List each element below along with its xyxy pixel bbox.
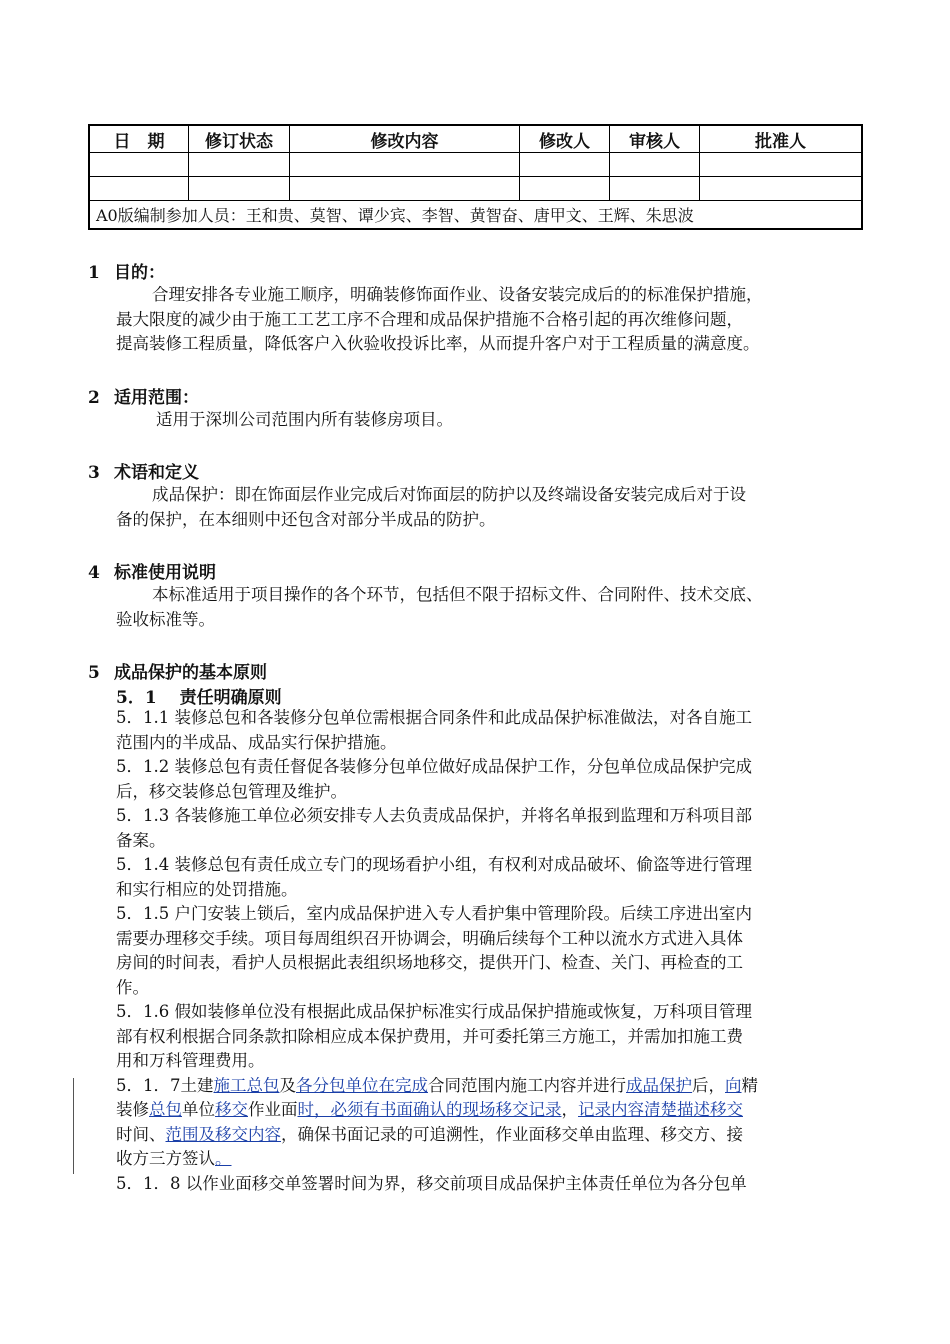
text-line: 提高装修工程质量，降低客户入伙验收投诉比率，从而提升客户对于工程质量的满意度。 [116, 334, 760, 353]
table-row [89, 201, 862, 230]
table-cell [520, 177, 610, 201]
header-revision-status: 修订状态 [189, 125, 290, 153]
text-run: ，确保书面记录的可追溯性，作业面移交单由监理、移交方、接 [281, 1124, 743, 1144]
section-number: 3 [88, 463, 100, 483]
text-run: 合同范围内施工内容并进行 [428, 1075, 626, 1095]
tracked-change-link[interactable]: 总包 [149, 1100, 182, 1119]
tracked-change-link[interactable]: 时，必须有书面确认的现场移交记录 [297, 1100, 562, 1119]
text-line: 作。 [116, 977, 149, 997]
section-5-body [116, 706, 861, 1196]
section-1-body [116, 283, 861, 357]
text-line-517-4 [116, 1147, 861, 1172]
text-line: 5．1.2 装修总包有责任督促各装修分包单位做好成品保护工作，分包单位成品保护完成 [116, 757, 752, 776]
text-line: 验收标准等。 [116, 609, 215, 629]
text-run: 及 [279, 1075, 296, 1095]
table-cell [290, 177, 520, 201]
table-cell [520, 153, 610, 177]
header-date: 日 期 [89, 125, 189, 153]
table-cell [189, 177, 290, 201]
revision-table [88, 124, 863, 230]
tracked-change-link[interactable]: 。 [215, 1149, 232, 1168]
section-title: 标准使用说明 [114, 563, 216, 583]
table-cell [290, 153, 520, 177]
text-line-517-3 [116, 1123, 861, 1148]
text-line: 成品保护：即在饰面层作业完成后对饰面层的防护以及终端设备安装完成后对于设 [152, 485, 746, 504]
text-line: 合理安排各专业施工顺序，明确装修饰面作业、设备安装完成后的的标准保护措施， [152, 285, 763, 304]
text-line: 适用于深圳公司范围内所有装修房项目。 [156, 410, 453, 429]
tracked-change-link[interactable]: 范围及移交内容 [165, 1124, 281, 1144]
text-line: 用和万科管理费用。 [116, 1051, 265, 1070]
section-title: 适用范围： [114, 388, 199, 408]
text-line: 5．1.4 装修总包有责任成立专门的现场看护小组，有权利对成品破坏、偷盗等进行管理 [116, 855, 752, 874]
text-line: 备的保护，在本细则中还包含对部分半成品的防护。 [116, 509, 496, 529]
table-cell [700, 177, 863, 201]
revision-change-bar [73, 1078, 74, 1174]
text-line: 5．1.5 户门安装上锁后，室内成品保护进入专人看护集中管理阶段。后续工序进出室内 [116, 904, 752, 923]
text-run: ， [561, 1100, 578, 1119]
tracked-change-link[interactable]: 各分包单位在完成 [296, 1075, 428, 1095]
section-1-heading [88, 258, 165, 283]
header-approver: 批准人 [700, 125, 863, 153]
text-line: 5．1.6 假如装修单位没有根据此成品保护标准实行成品保护措施或恢复，万科项目管理 [116, 1002, 752, 1021]
tracked-change-link[interactable]: 向 [725, 1075, 742, 1095]
tracked-change-link[interactable]: 施工总包 [213, 1075, 280, 1095]
text-line: 和实行相应的处罚措施。 [116, 879, 298, 899]
table-row [89, 153, 862, 177]
section-2-body [116, 408, 861, 433]
table-cell [610, 177, 700, 201]
text-line: 本标准适用于项目操作的各个环节，包括但不限于招标文件、合同附件、技术交底、 [152, 585, 763, 604]
text-line: 房间的时间表，看护人员根据此表组织场地移交，提供开门、检查、关门、再检查的工 [116, 953, 743, 972]
tracked-change-link[interactable]: 成品保护 [626, 1075, 692, 1095]
text-run: 作业面 [248, 1100, 298, 1119]
tracked-change-link[interactable]: 记录内容清楚描述移交 [578, 1100, 743, 1119]
section-3-body [116, 483, 861, 532]
text-line: 部有权利根据合同条款扣除相应成本保护费用，并可委托第三方施工，并需加扣施工费 [116, 1026, 743, 1046]
revision-table-header [89, 125, 862, 153]
text-line: 备案。 [116, 830, 166, 850]
table-cell [610, 153, 700, 177]
text-run: 收方三方签认 [116, 1149, 215, 1168]
text-line: 后，移交装修总包管理及维护。 [116, 781, 347, 801]
subsection-5-1-heading: 5．1 责任明确原则 [116, 688, 282, 708]
header-modifier: 修改人 [520, 125, 610, 153]
section-number: 4 [88, 563, 100, 583]
text-line: 5．1.3 各装修施工单位必须安排专人去负责成品保护，并将名单报到监理和万科项目部 [116, 806, 752, 825]
text-line-517-2 [116, 1098, 861, 1123]
section-number: 1 [88, 263, 100, 283]
section-title: 成品保护的基本原则 [114, 663, 267, 683]
text-run: 精 [741, 1075, 758, 1095]
text-line: 5．1.1 装修总包和各装修分包单位需根据合同条件和此成品保护标准做法，对各自施工 [116, 708, 752, 727]
table-row [89, 177, 862, 201]
text-run: 单位 [182, 1100, 215, 1119]
text-line: 5．1．8 以作业面移交单签署时间为界，移交前项目成品保护主体责任单位为各分包单 [116, 1173, 747, 1193]
section-title: 目的： [114, 263, 165, 283]
header-change-content: 修改内容 [290, 125, 520, 153]
section-4-body [116, 583, 861, 632]
table-cell [89, 177, 189, 201]
text-line: 范围内的半成品、成品实行保护措施。 [116, 732, 397, 752]
text-run: 5．1．7土建 [116, 1075, 214, 1095]
tracked-change-link[interactable]: 移交 [215, 1100, 248, 1119]
editors-line: A0版编制参加人员：王和贵、莫智、谭少宾、李智、黄智奋、唐甲文、王辉、朱思波 [89, 201, 862, 230]
text-line: 需要办理移交手续。项目每周组织召开协调会，明确后续每个工种以流水方式进入具体 [116, 928, 743, 948]
table-cell [700, 153, 863, 177]
section-2-heading [88, 383, 199, 408]
text-line-517-1 [116, 1074, 861, 1099]
table-cell [89, 153, 189, 177]
section-title: 术语和定义 [114, 463, 199, 483]
text-run: 时间、 [116, 1124, 166, 1144]
section-number: 5 [88, 663, 100, 683]
table-cell [189, 153, 290, 177]
header-reviewer: 审核人 [610, 125, 700, 153]
text-run: 装修 [116, 1100, 149, 1119]
section-number: 2 [88, 388, 100, 408]
text-line: 最大限度的减少由于施工工艺工序不合理和成品保护措施不合格引起的再次维修问题， [116, 309, 743, 329]
section-3-heading [88, 458, 199, 483]
section-4-heading [88, 558, 216, 583]
text-run: 后， [692, 1075, 725, 1095]
section-5-heading [88, 658, 267, 683]
